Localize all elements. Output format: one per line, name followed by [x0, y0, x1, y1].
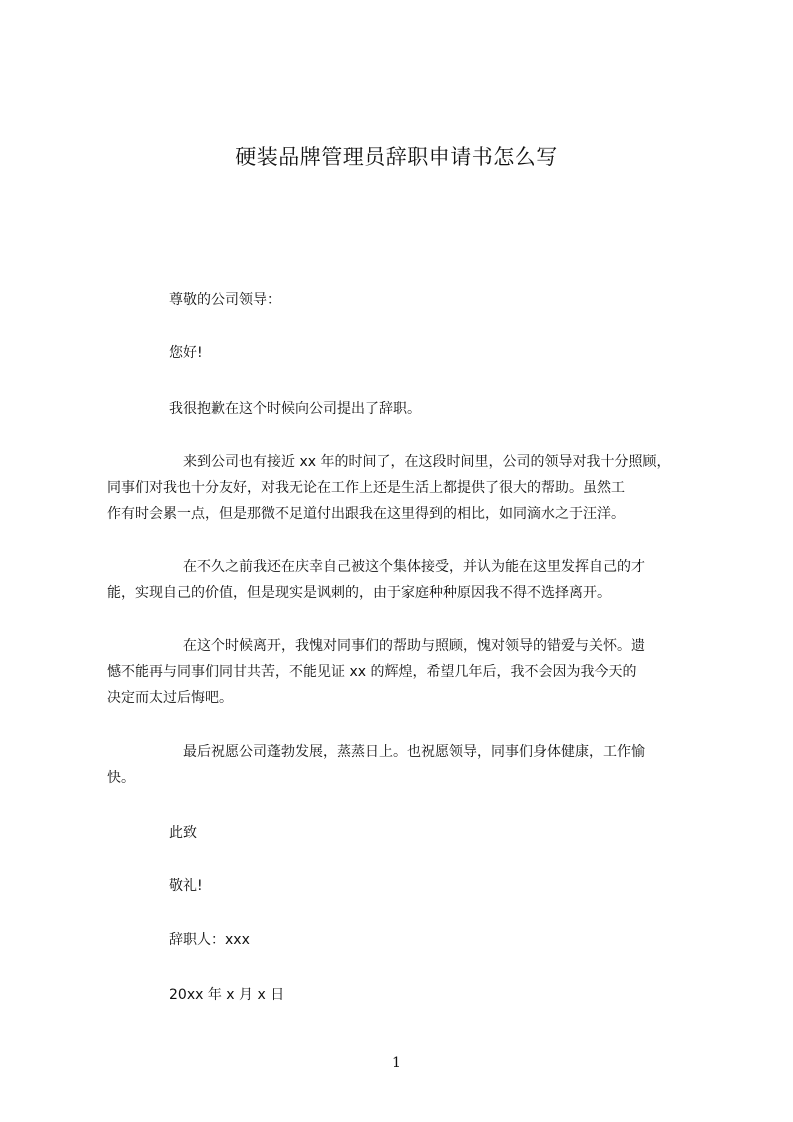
document-title: 硬装品牌管理员辞职申请书怎么写: [235, 145, 558, 169]
paragraph-4-line-2: 憾不能再与同事们同甘共苦，不能见证 xx 的辉煌，希望几年后，我不会因为我今天的: [107, 664, 637, 680]
paragraph-3-line-2: 能，实现自己的价值，但是现实是讽刺的，由于家庭种种原因我不得不选择离开。: [107, 585, 611, 601]
paragraph-5-line-1: 最后祝愿公司蓬勃发展，蒸蒸日上。也祝愿领导，同事们身体健康，工作愉: [169, 744, 645, 760]
page-number: 1: [392, 1055, 401, 1071]
paragraph-4-line-1: 在这个时候离开，我愧对同事们的帮助与照顾，愧对领导的错爱与关怀。遗: [169, 638, 645, 654]
paragraph-1: 我很抱歉在这个时候向公司提出了辞职。: [169, 401, 421, 417]
paragraph-2-line-3: 作有时会累一点，但是那微不足道付出跟我在这里得到的相比，如同滴水之于汪洋。: [107, 506, 625, 522]
paragraph-4-line-3: 决定而太过后悔吧。: [107, 690, 233, 706]
paragraph-5-line-2: 快。: [107, 770, 135, 786]
paragraph-2-line-2: 同事们对我也十分友好，对我无论在工作上还是生活上都提供了很大的帮助。虽然工: [107, 480, 625, 496]
paragraph-2-line-1: 来到公司也有接近 xx 年的时间了，在这段时间里，公司的领导对我十分照顾，: [169, 454, 671, 470]
signer: 辞职人：xxx: [169, 932, 250, 948]
date: 20xx 年 x 月 x 日: [169, 987, 285, 1003]
greeting: 您好!: [169, 345, 203, 361]
salutation: 尊敬的公司领导：: [169, 292, 281, 308]
paragraph-3-line-1: 在不久之前我还在庆幸自己被这个集体接受，并认为能在这里发挥自己的才: [169, 559, 645, 575]
closing-1: 此致: [169, 825, 197, 841]
closing-2: 敬礼!: [169, 878, 203, 894]
